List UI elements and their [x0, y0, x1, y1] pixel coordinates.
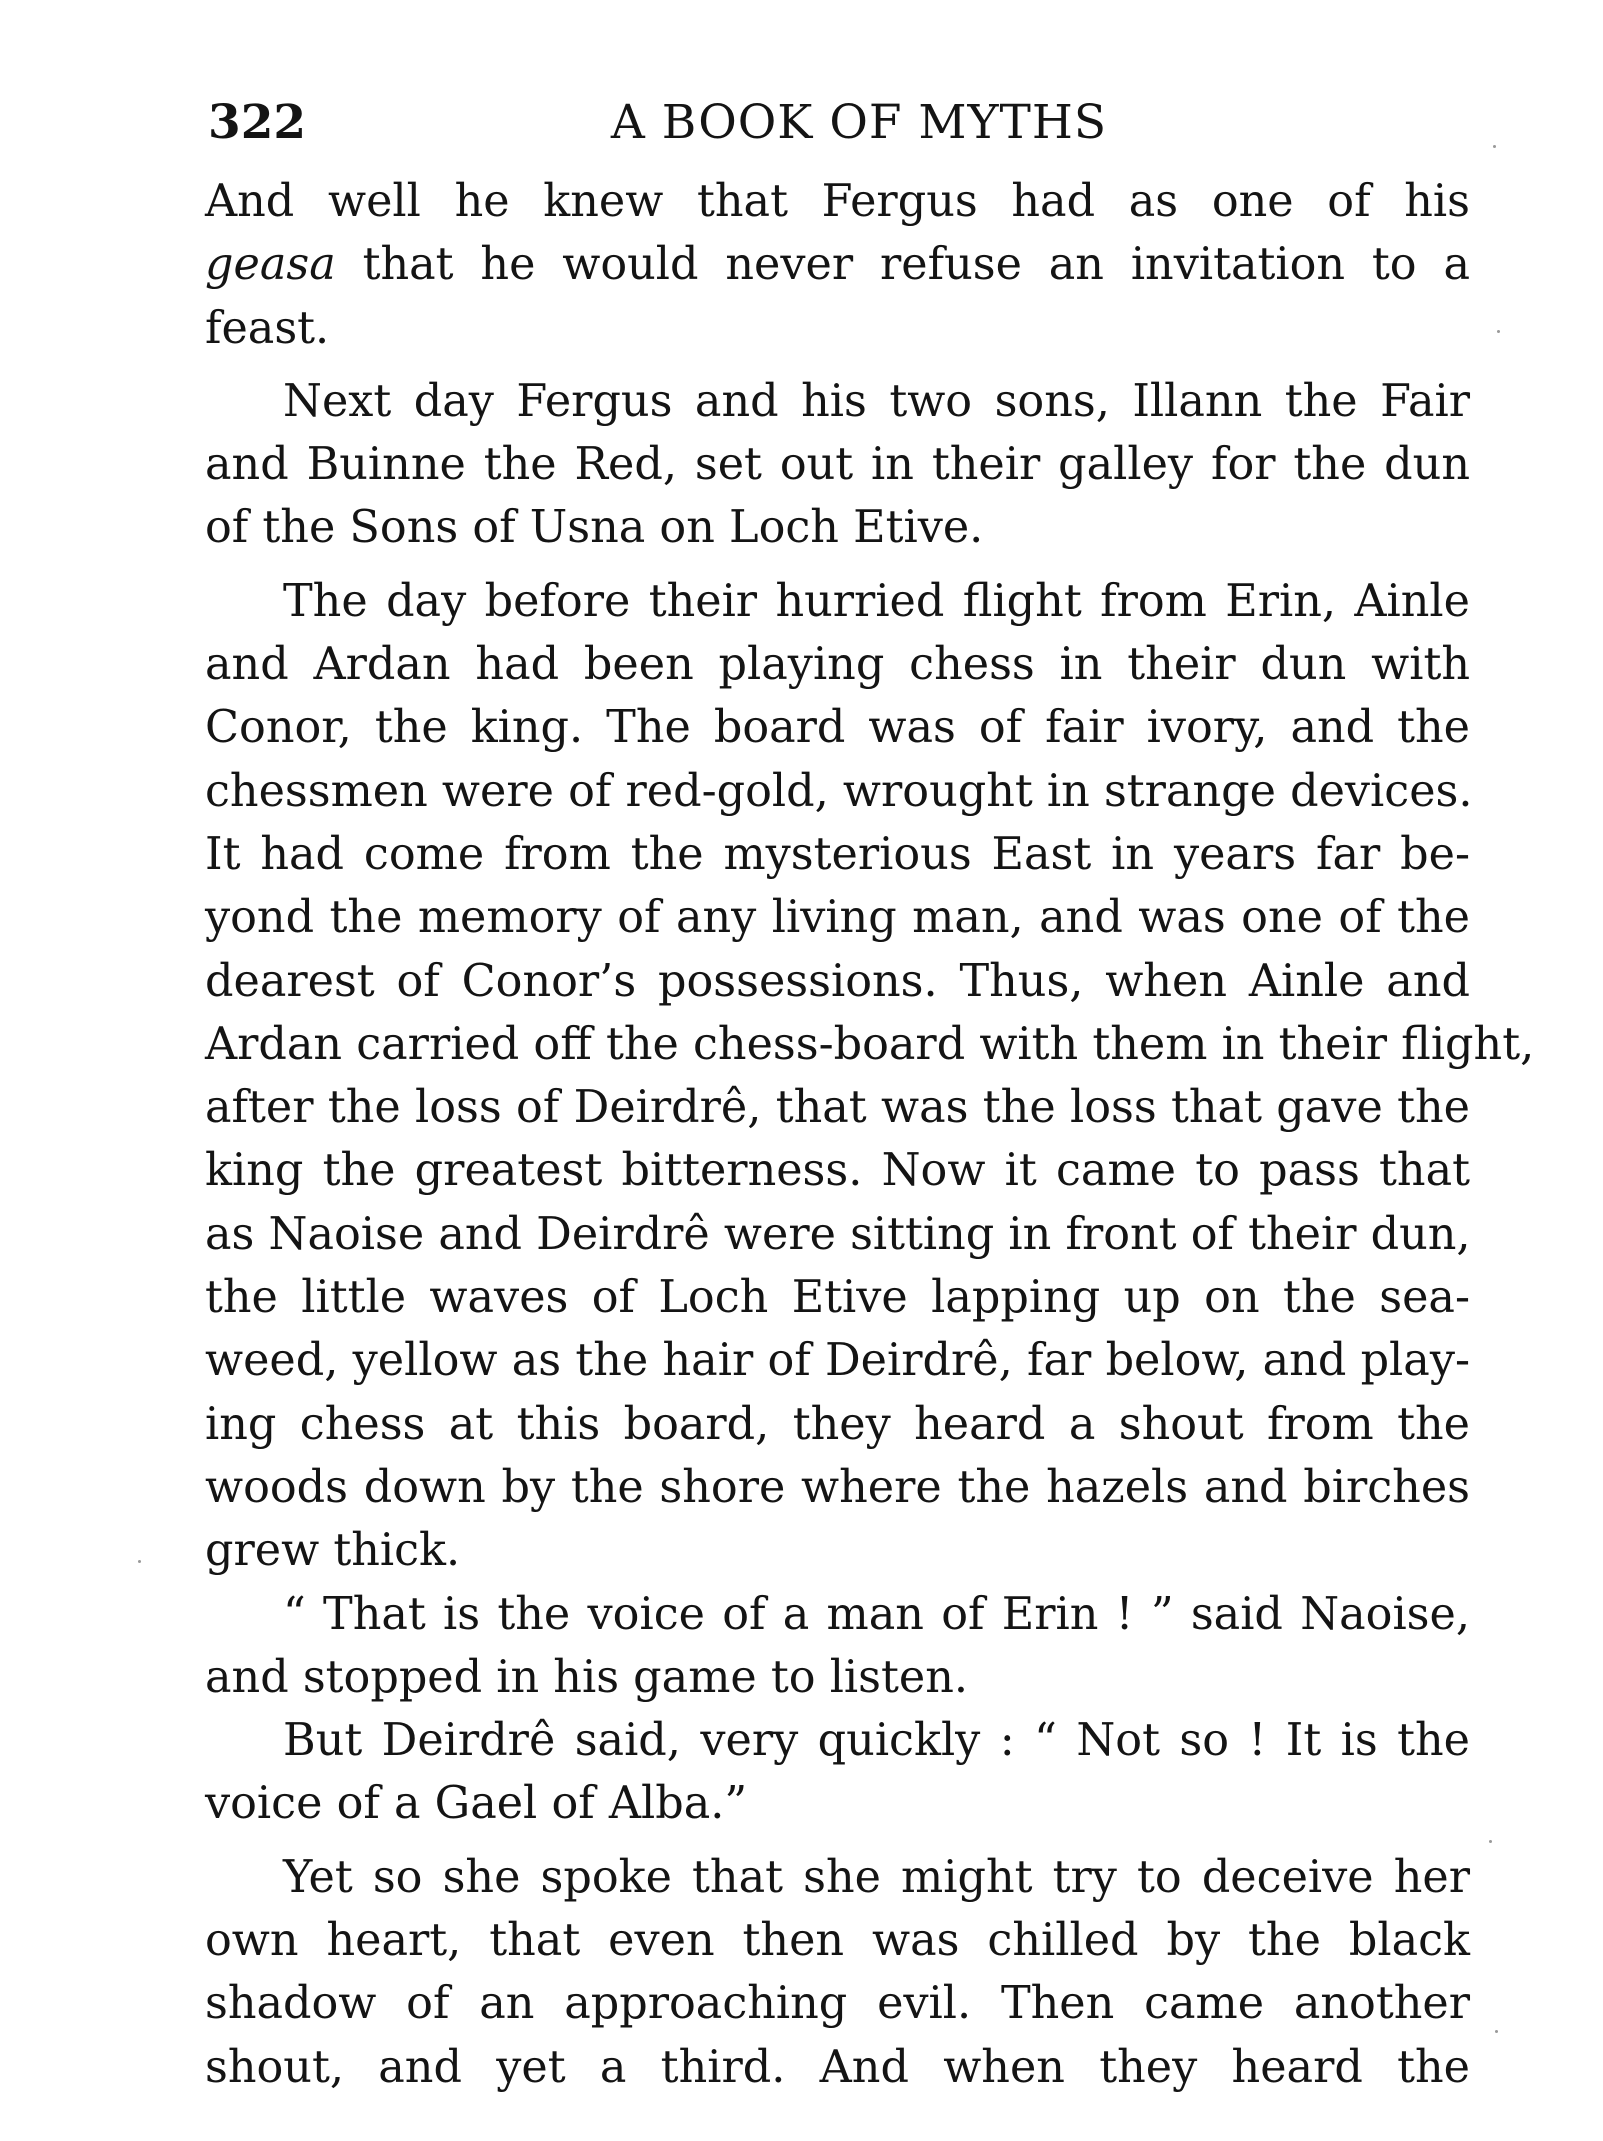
text-line: weed, yellow as the hair of Deirdrê, far below, and play-	[205, 1335, 1470, 1387]
text-line: as Naoise and Deirdrê were sitting in front of their dun,	[205, 1208, 1471, 1260]
text-line: dearest of Conor’s possessions. Thus, when Ainle and	[205, 955, 1470, 1007]
text-line: of the Sons of Usna on Loch Etive.	[205, 502, 984, 554]
scan-speck	[1493, 145, 1496, 148]
text-line-remainder: that he would never refuse an invitation to a	[362, 239, 1470, 291]
text-line: and Ardan had been playing chess in their dun with	[205, 639, 1470, 691]
text-line: woods down by the shore where the hazels and birches	[205, 1461, 1470, 1513]
text-line: own heart, that even then was chilled by the black	[205, 1915, 1470, 1967]
text-line: And well he knew that Fergus had as one of his	[205, 176, 1470, 227]
paragraph-start-line: But Deirdrê said, very quickly : “ Not so ! It is the	[283, 1715, 1470, 1767]
paragraph-start-line: Yet so she spoke that she might try to deceive her	[283, 1851, 1470, 1903]
scan-speck	[1495, 2030, 1498, 2033]
scan-speck	[1489, 1840, 1492, 1843]
text-line: feast.	[205, 302, 330, 354]
text-line: chessmen were of red-gold, wrought in strange devices.	[205, 765, 1473, 817]
text-line: It had come from the mysterious East in years far be-	[205, 828, 1470, 880]
text-line: ing chess at this board, they heard a shout from the	[205, 1398, 1470, 1450]
text-line: king the greatest bitterness. Now it came to pass that	[205, 1145, 1470, 1197]
text-line: shadow of an approaching evil. Then came another	[205, 1978, 1470, 2030]
page-number: 322	[208, 95, 307, 150]
paragraph-start-line: The day before their hurried flight from Erin, Ainle	[283, 575, 1470, 627]
text-line: and Buinne the Red, set out in their galley for the dun	[205, 439, 1470, 491]
text-line: after the loss of Deirdrê, that was the loss that gave the	[205, 1082, 1470, 1134]
text-line: Conor, the king. The board was of fair ivory, and the	[205, 702, 1470, 754]
text-line: voice of a Gael of Alba.”	[205, 1778, 748, 1830]
text-line: shout, and yet a third. And when they heard the	[205, 2041, 1470, 2093]
paragraph-start-line: Next day Fergus and his two sons, Illann the Fair	[283, 375, 1470, 427]
italic-term: geasa	[205, 239, 336, 291]
text-line: Ardan carried off the chess-board with them in their flight,	[205, 1018, 1535, 1070]
text-line: and stopped in his game to listen.	[205, 1651, 969, 1703]
body-text	[205, 170, 1535, 2099]
text-line: the little waves of Loch Etive lapping up on the sea-	[205, 1272, 1470, 1324]
scan-speck	[1497, 330, 1500, 333]
book-title: A BOOK OF MYTHS	[610, 95, 1108, 150]
scan-speck	[138, 1560, 141, 1563]
paragraph-start-line: “ That is the voice of a man of Erin ! ” said Naoise,	[283, 1588, 1470, 1640]
text-line: yond the memory of any living man, and was one of the	[205, 892, 1470, 944]
running-head	[208, 88, 1470, 158]
text-line: grew thick.	[205, 1525, 461, 1577]
text-line	[205, 233, 1470, 296]
